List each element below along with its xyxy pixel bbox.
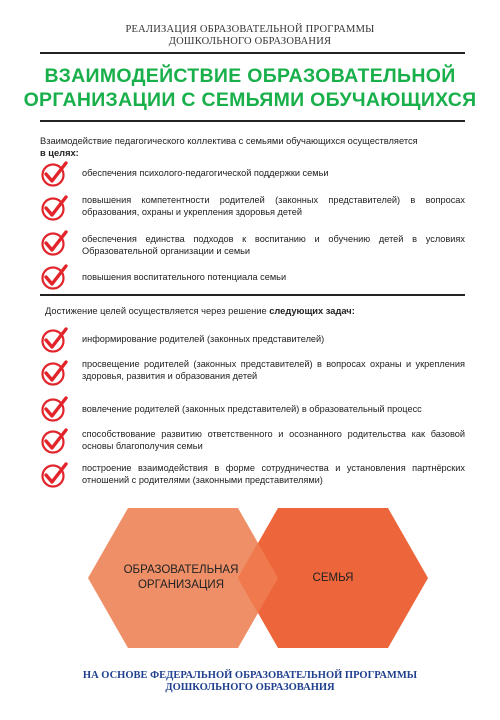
task-item [40,358,465,388]
task-text: просвещение родителей (законных представителей) в вопросах охраны и укрепления здоровья, развития и образования детей [82,359,465,381]
goals-intro-text: Взаимодействие педагогического коллектива с семьями обучающихся осуществляется [40,136,418,146]
task-text: способствование развитию ответственного и осознанного родительства как базовой основы благополучия семьи [82,429,465,451]
goal-text: обеспечения единства подходов к воспитанию и обучению детей в условиях Образовательной организации и семьи [82,234,465,256]
check-circle-icon [40,394,70,424]
page-title [20,64,480,112]
header-line-2: ДОШКОЛЬНОГО ОБРАЗОВАНИЯ [168,36,332,47]
title-divider [40,120,465,122]
check-circle-icon [40,325,70,355]
diagram-label-family: СЕМЬЯ [312,572,354,584]
header-line-1: РЕАЛИЗАЦИЯ ОБРАЗОВАТЕЛЬНОЙ ПРОГРАММЫ [125,24,375,35]
goals-intro-bold: в целях: [40,147,79,158]
header-divider [40,52,465,54]
goal-text: обеспечения психолого-педагогической поддержки семьи [82,168,329,178]
task-text: вовлечение родителей (законных представителей) в образовательный процесс [82,404,422,414]
check-circle-icon [40,228,70,258]
check-circle-icon [40,193,70,223]
check-circle-icon [40,159,70,189]
title-line-2: ОРГАНИЗАЦИИ С СЕМЬЯМИ ОБУЧАЮЩИХСЯ [23,89,477,111]
title-line-1: ВЗАИМОДЕЙСТВИЕ ОБРАЗОВАТЕЛЬНОЙ [44,65,456,87]
task-item [40,460,465,490]
footer-line-2: ДОШКОЛЬНОГО ОБРАЗОВАНИЯ [165,682,335,693]
check-circle-icon [40,358,70,388]
goal-item [40,159,465,189]
section-divider [40,294,465,296]
task-text: информирование родителей (законных представителей) [82,334,325,344]
partnership-diagram [88,508,428,648]
task-item [40,394,465,424]
tasks-intro [45,306,470,318]
document-header [0,24,500,48]
check-circle-icon [40,460,70,490]
goal-item [40,262,465,292]
diagram-label-organization [106,563,256,593]
task-item [40,426,465,456]
footer-line-1: НА ОСНОВЕ ФЕДЕРАЛЬНОЙ ОБРАЗОВАТЕЛЬНОЙ ПРОГРАММЫ [82,670,418,681]
check-circle-icon [40,262,70,292]
goal-text: повышения компетентности родителей (законных представителей) в вопросах образования, охраны и укрепления здоровья детей [82,195,465,217]
goal-text: повышения воспитательного потенциала семьи [82,272,287,282]
goal-item [40,193,465,223]
tasks-intro-text: Достижение целей осуществляется через решение [45,306,267,316]
task-item [40,325,465,355]
diagram-label-line-1: ОБРАЗОВАТЕЛЬНАЯ [123,564,239,576]
check-circle-icon [40,426,70,456]
goals-intro [40,136,465,159]
diagram-label-line-2: ОРГАНИЗАЦИЯ [137,579,224,591]
goal-item [40,228,465,258]
tasks-intro-bold: следующих задач: [269,306,355,316]
task-text: построение взаимодействия в форме сотрудничества и установления партнёрских отношений с родителями (законными представителями) [82,463,465,485]
document-footer [0,670,500,694]
